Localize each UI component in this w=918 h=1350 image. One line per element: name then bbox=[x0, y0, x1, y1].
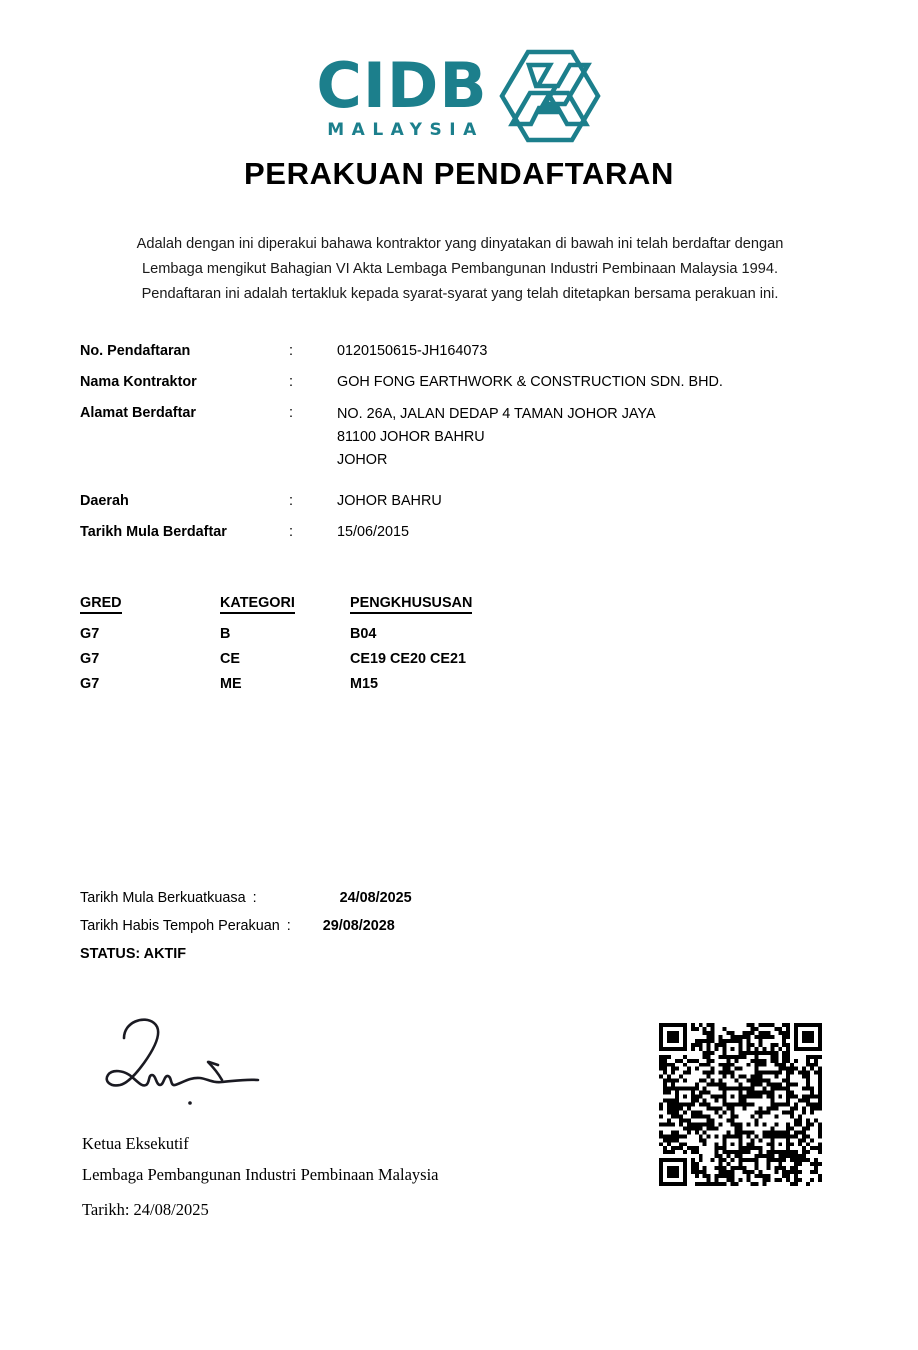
registration-details bbox=[80, 341, 840, 553]
cell-pengkhususan: CE19 CE20 CE21 bbox=[350, 651, 466, 667]
cell-kategori: ME bbox=[220, 676, 242, 692]
field-row-contractor-name bbox=[80, 372, 840, 392]
cell-kategori: B bbox=[220, 626, 231, 642]
signature-image bbox=[82, 1005, 302, 1110]
address-line-2: 81100 JOHOR BAHRU bbox=[337, 429, 485, 445]
cell-kategori: CE bbox=[220, 651, 240, 667]
effective-date-row bbox=[80, 890, 700, 906]
cell-gred: G7 bbox=[80, 651, 100, 667]
colon-separator: : bbox=[252, 890, 257, 906]
address-label: Alamat Berdaftar bbox=[80, 405, 196, 421]
field-row-district bbox=[80, 491, 840, 511]
field-row-start-date bbox=[80, 522, 840, 542]
expiry-date-label: Tarikh Habis Tempoh Perakuan bbox=[80, 918, 280, 934]
field-row-registration-number bbox=[80, 341, 840, 361]
table-row bbox=[80, 617, 680, 642]
table-row bbox=[80, 642, 680, 667]
district-label: Daerah bbox=[80, 493, 129, 509]
status-badge: STATUS: AKTIF bbox=[80, 946, 187, 962]
logo-wordmark: CIDB bbox=[316, 48, 488, 122]
intro-line-2: Lembaga mengikut Bahagian VI Akta Lembaga Pembangunan Industri Pembinaan Malaysia 1994. bbox=[141, 261, 779, 277]
cell-gred: G7 bbox=[80, 626, 100, 642]
column-header-gred: GRED bbox=[80, 595, 220, 617]
intro-paragraph bbox=[76, 232, 844, 307]
cell-pengkhususan: M15 bbox=[350, 676, 378, 692]
address-line-1: NO. 26A, JALAN DEDAP 4 TAMAN JOHOR JAYA bbox=[337, 406, 656, 422]
table-row bbox=[80, 667, 680, 692]
table-header-row bbox=[80, 595, 680, 617]
district-value: JOHOR BAHRU bbox=[337, 493, 442, 509]
contractor-name-value: GOH FONG EARTHWORK & CONSTRUCTION SDN. BHD. bbox=[337, 374, 723, 390]
contractor-name-label: Nama Kontraktor bbox=[80, 374, 197, 390]
logo-subtitle: MALAYSIA bbox=[327, 119, 484, 140]
registration-number-value: 0120150615-JH164073 bbox=[337, 343, 488, 359]
cell-pengkhususan: B04 bbox=[350, 626, 377, 642]
colon-separator: : bbox=[289, 493, 293, 509]
colon-separator: : bbox=[289, 374, 293, 390]
signatory-organisation: Lembaga Pembangunan Industri Pembinaan Malaysia bbox=[82, 1165, 439, 1184]
column-header-kategori: KATEGORI bbox=[220, 595, 350, 617]
effective-date-label: Tarikh Mula Berkuatkuasa bbox=[80, 890, 246, 906]
column-header-pengkhususan: PENGKHUSUSAN bbox=[350, 595, 680, 617]
expiry-date-row bbox=[80, 918, 700, 934]
qr-code bbox=[659, 1023, 822, 1186]
page-title: PERAKUAN PENDAFTARAN bbox=[244, 156, 674, 191]
registration-number-label: No. Pendaftaran bbox=[80, 343, 191, 359]
colon-separator: : bbox=[286, 918, 291, 934]
issue-date: Tarikh: 24/08/2025 bbox=[82, 1200, 209, 1219]
signatory-title: Ketua Eksekutif bbox=[82, 1134, 189, 1153]
cell-gred: G7 bbox=[80, 676, 100, 692]
intro-line-1: Adalah dengan ini diperakui bahawa kontraktor yang dinyatakan di bawah ini telah berdaftar dengan bbox=[136, 236, 784, 252]
field-row-address bbox=[80, 403, 840, 472]
intro-line-3: Pendaftaran ini adalah tertakluk kepada syarat-syarat yang telah ditetapkan bersama perakuan ini. bbox=[141, 286, 779, 302]
address-value bbox=[337, 403, 656, 472]
colon-separator: : bbox=[289, 343, 293, 359]
address-line-3: JOHOR bbox=[337, 452, 388, 468]
grade-category-table bbox=[80, 595, 680, 692]
colon-separator: : bbox=[289, 405, 293, 421]
start-date-label: Tarikh Mula Berdaftar bbox=[80, 524, 227, 540]
cidb-logo bbox=[0, 46, 918, 149]
start-date-value: 15/06/2015 bbox=[337, 524, 410, 540]
expiry-date-value: 29/08/2028 bbox=[322, 918, 395, 934]
colon-separator: : bbox=[289, 524, 293, 540]
signatory-block bbox=[82, 1128, 642, 1225]
hexagon-h-emblem-icon bbox=[498, 48, 602, 149]
validity-block bbox=[80, 890, 700, 962]
effective-date-value: 24/08/2025 bbox=[339, 890, 412, 906]
